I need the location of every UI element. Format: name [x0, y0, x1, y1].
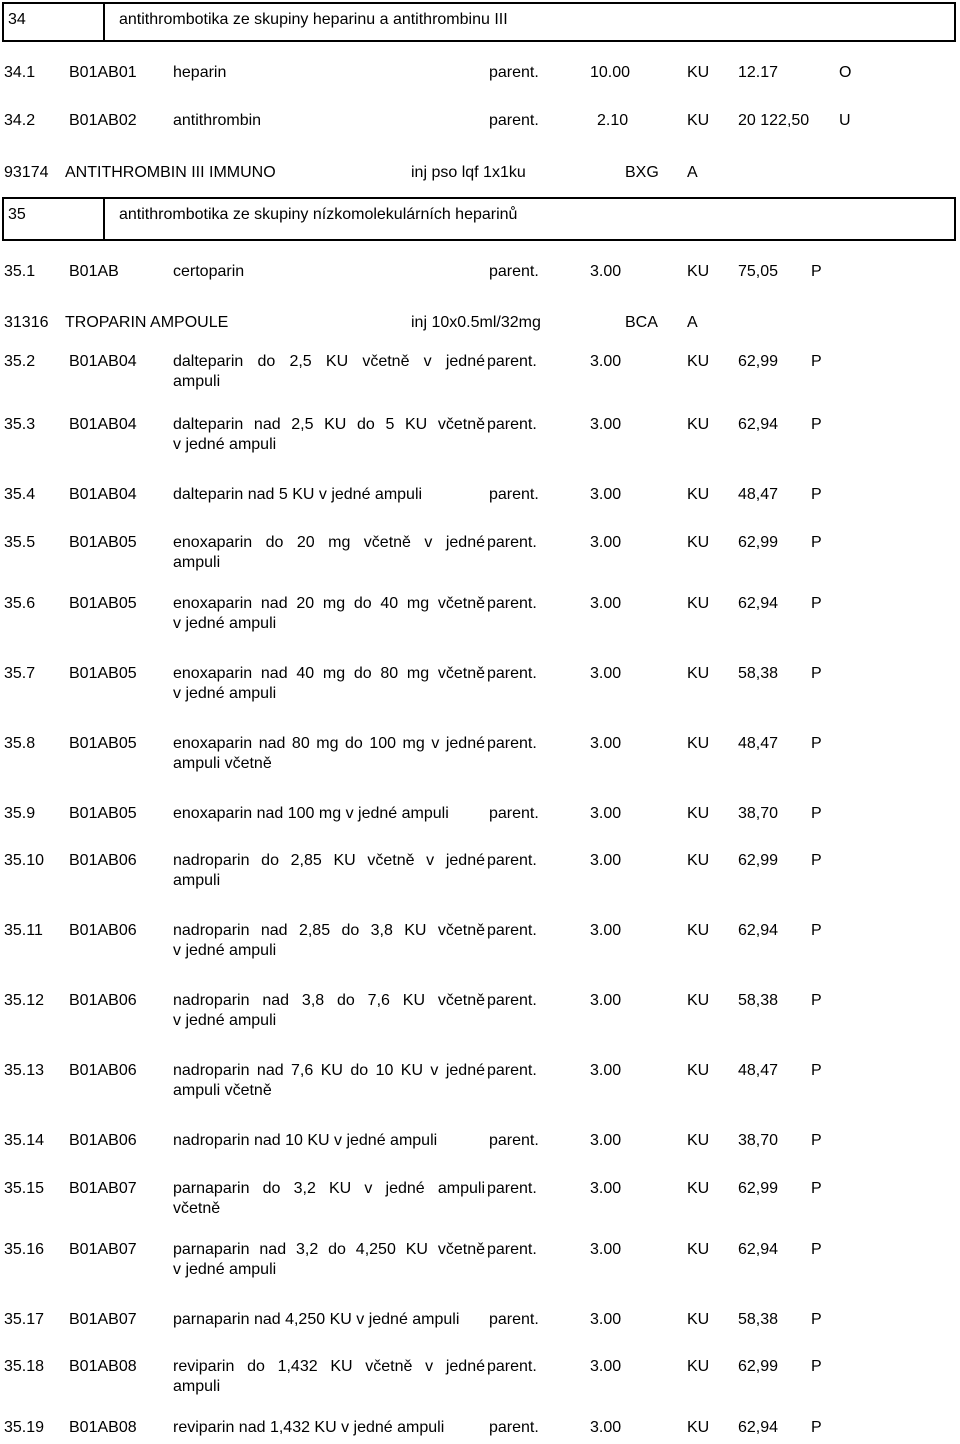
- ddd-value: 3.00: [590, 852, 622, 869]
- entry-id: 35.13: [4, 1062, 45, 1079]
- flag: P: [811, 416, 822, 433]
- flag: P: [811, 1419, 822, 1436]
- atc-code: B01AB07: [69, 1180, 137, 1197]
- entry-id: 35.8: [4, 735, 36, 752]
- entry-id: 34.2: [4, 112, 36, 129]
- unit: KU: [687, 1180, 710, 1197]
- group-title: antithrombotika ze skupiny heparinu a antithrombinu III: [119, 11, 508, 28]
- route: parent.: [489, 486, 539, 503]
- entry-description: nadroparin nad 10 KU v jedné ampuli: [173, 1132, 438, 1149]
- entry-description: dalteparin nad 2,5 KU do 5 KU včetně v jedné ampuli: [173, 416, 485, 453]
- ddd-value: 3.00: [590, 416, 622, 433]
- entry-id: 35.19: [4, 1419, 45, 1436]
- flag: P: [811, 353, 822, 370]
- atc-code: B01AB: [69, 263, 119, 280]
- flag: P: [811, 1180, 822, 1197]
- entry-id: 35.6: [4, 595, 36, 612]
- ddd-value: 3.00: [590, 1358, 622, 1375]
- flag: P: [811, 852, 822, 869]
- price: 62,99: [738, 852, 779, 869]
- entry-description: enoxaparin nad 40 mg do 80 mg včetně v jedné ampuli: [173, 665, 485, 702]
- flag: P: [811, 805, 822, 822]
- entry-description: heparin: [173, 64, 227, 81]
- route: parent.: [487, 353, 537, 370]
- group-header-34: [2, 2, 956, 42]
- route: parent.: [487, 665, 537, 682]
- entry-id: 35.15: [4, 1180, 45, 1197]
- price: 62,99: [738, 1358, 779, 1375]
- ddd-value: 2.10: [597, 112, 629, 129]
- unit: KU: [687, 922, 710, 939]
- price: 62,94: [738, 595, 779, 612]
- product-holder: BCA: [625, 314, 658, 331]
- price: 62,94: [738, 416, 779, 433]
- route: parent.: [487, 1358, 537, 1375]
- flag: P: [811, 534, 822, 551]
- route: parent.: [489, 1419, 539, 1436]
- price: 62,94: [738, 1241, 779, 1258]
- price: 58,38: [738, 992, 779, 1009]
- unit: KU: [687, 486, 710, 503]
- atc-code: B01AB04: [69, 486, 137, 503]
- atc-code: B01AB06: [69, 1062, 137, 1079]
- price: 12.17: [738, 64, 779, 81]
- entry-description: enoxaparin nad 100 mg v jedné ampuli: [173, 805, 449, 822]
- product-holder: BXG: [625, 164, 659, 181]
- unit: KU: [687, 1419, 710, 1436]
- atc-code: B01AB08: [69, 1419, 137, 1436]
- unit: KU: [687, 1358, 710, 1375]
- entry-id: 35.1: [4, 263, 36, 280]
- product-name: TROPARIN AMPOULE: [65, 314, 229, 331]
- flag: P: [811, 735, 822, 752]
- entry-id: 35.18: [4, 1358, 45, 1375]
- unit: KU: [687, 735, 710, 752]
- entry-id: 35.11: [4, 922, 43, 939]
- ddd-value: 3.00: [590, 263, 622, 280]
- price: 48,47: [738, 1062, 779, 1079]
- price: 62,94: [738, 922, 779, 939]
- route: parent.: [487, 735, 537, 752]
- unit: KU: [687, 1132, 710, 1149]
- atc-code: B01AB06: [69, 852, 137, 869]
- atc-code: B01AB07: [69, 1311, 137, 1328]
- entry-description: nadroparin do 2,85 KU včetně v jedné ampuli: [173, 852, 485, 889]
- price: 62,99: [738, 1180, 779, 1197]
- unit: KU: [687, 1062, 710, 1079]
- unit: KU: [687, 992, 710, 1009]
- entry-description: reviparin do 1,432 KU včetně v jedné ampuli: [173, 1358, 485, 1395]
- ddd-value: 3.00: [590, 735, 622, 752]
- route: parent.: [487, 992, 537, 1009]
- atc-code: B01AB05: [69, 534, 137, 551]
- ddd-value: 3.00: [590, 665, 622, 682]
- flag: P: [811, 1358, 822, 1375]
- ddd-value: 3.00: [590, 1241, 622, 1258]
- price: 62,99: [738, 353, 779, 370]
- ddd-value: 3.00: [590, 534, 622, 551]
- ddd-value: 3.00: [590, 1419, 622, 1436]
- price: 58,38: [738, 665, 779, 682]
- entry-id: 35.14: [4, 1132, 45, 1149]
- product-code: 31316: [4, 314, 49, 331]
- route: parent.: [487, 922, 537, 939]
- entry-id: 35.4: [4, 486, 36, 503]
- entry-description: reviparin nad 1,432 KU v jedné ampuli: [173, 1419, 445, 1436]
- ddd-value: 10.00: [590, 64, 631, 81]
- flag: P: [811, 665, 822, 682]
- ddd-value: 3.00: [590, 922, 622, 939]
- ddd-value: 3.00: [590, 992, 622, 1009]
- entry-id: 35.3: [4, 416, 36, 433]
- price: 38,70: [738, 1132, 779, 1149]
- atc-code: B01AB01: [69, 64, 137, 81]
- route: parent.: [489, 112, 539, 129]
- entry-description: enoxaparin do 20 mg včetně v jedné ampuli: [173, 534, 485, 571]
- unit: KU: [687, 1241, 710, 1258]
- entry-id: 35.9: [4, 805, 36, 822]
- unit: KU: [687, 852, 710, 869]
- entry-description: nadroparin nad 2,85 do 3,8 KU včetně v jedné ampuli: [173, 922, 485, 959]
- route: parent.: [487, 534, 537, 551]
- unit: KU: [687, 534, 710, 551]
- price: 62,94: [738, 1419, 779, 1436]
- group-title: antithrombotika ze skupiny nízkomolekulárních heparinů: [119, 206, 518, 223]
- route: parent.: [489, 263, 539, 280]
- route: parent.: [487, 1241, 537, 1258]
- flag: P: [811, 992, 822, 1009]
- product-form: inj pso lqf 1x1ku: [411, 164, 526, 181]
- entry-description: nadroparin nad 3,8 do 7,6 KU včetně v jedné ampuli: [173, 992, 485, 1029]
- entry-description: nadroparin nad 7,6 KU do 10 KU v jedné ampuli včetně: [173, 1062, 485, 1099]
- flag: P: [811, 595, 822, 612]
- ddd-value: 3.00: [590, 1062, 622, 1079]
- price: 58,38: [738, 1311, 779, 1328]
- price: 48,47: [738, 735, 779, 752]
- flag: P: [811, 1241, 822, 1258]
- ddd-value: 3.00: [590, 1180, 622, 1197]
- entry-description: parnaparin nad 3,2 do 4,250 KU včetně v jedné ampuli: [173, 1241, 485, 1278]
- unit: KU: [687, 1311, 710, 1328]
- entry-id: 35.10: [4, 852, 45, 869]
- ddd-value: 3.00: [590, 805, 622, 822]
- route: parent.: [487, 852, 537, 869]
- entry-description: parnaparin do 3,2 KU v jedné ampuli včetně: [173, 1180, 485, 1217]
- entry-id: 35.5: [4, 534, 36, 551]
- flag: O: [839, 64, 852, 81]
- entry-description: antithrombin: [173, 112, 262, 129]
- product-status: A: [687, 314, 698, 331]
- flag: P: [811, 486, 822, 503]
- flag: P: [811, 922, 822, 939]
- entry-id: 35.17: [4, 1311, 45, 1328]
- entry-description: enoxaparin nad 20 mg do 40 mg včetně v jedné ampuli: [173, 595, 485, 632]
- atc-code: B01AB05: [69, 665, 137, 682]
- atc-code: B01AB08: [69, 1358, 137, 1375]
- product-code: 93174: [4, 164, 49, 181]
- unit: KU: [687, 64, 710, 81]
- atc-code: B01AB06: [69, 992, 137, 1009]
- atc-code: B01AB05: [69, 805, 137, 822]
- route: parent.: [487, 1062, 537, 1079]
- unit: KU: [687, 805, 710, 822]
- ddd-value: 3.00: [590, 595, 622, 612]
- route: parent.: [487, 416, 537, 433]
- flag: P: [811, 1311, 822, 1328]
- entry-description: dalteparin do 2,5 KU včetně v jedné ampuli: [173, 353, 485, 390]
- ddd-value: 3.00: [590, 486, 622, 503]
- atc-code: B01AB04: [69, 416, 137, 433]
- entry-id: 35.7: [4, 665, 36, 682]
- entry-id: 34.1: [4, 64, 36, 81]
- unit: KU: [687, 416, 710, 433]
- atc-code: B01AB04: [69, 353, 137, 370]
- unit: KU: [687, 595, 710, 612]
- group-header-35: [2, 197, 956, 241]
- route: parent.: [489, 64, 539, 81]
- unit: KU: [687, 665, 710, 682]
- entry-id: 35.16: [4, 1241, 45, 1258]
- atc-code: B01AB02: [69, 112, 137, 129]
- ddd-value: 3.00: [590, 1311, 622, 1328]
- route: parent.: [489, 1132, 539, 1149]
- entry-description: enoxaparin nad 80 mg do 100 mg v jedné ampuli včetně: [173, 735, 485, 772]
- ddd-value: 3.00: [590, 1132, 622, 1149]
- flag: U: [839, 112, 851, 129]
- unit: KU: [687, 112, 710, 129]
- entry-id: 35.12: [4, 992, 45, 1009]
- entry-id: 35.2: [4, 353, 36, 370]
- product-status: A: [687, 164, 698, 181]
- ddd-value: 3.00: [590, 353, 622, 370]
- product-form: inj 10x0.5ml/32mg: [411, 314, 541, 331]
- price: 75,05: [738, 263, 779, 280]
- flag: P: [811, 1132, 822, 1149]
- atc-code: B01AB06: [69, 922, 137, 939]
- entry-description: parnaparin nad 4,250 KU v jedné ampuli: [173, 1311, 460, 1328]
- atc-code: B01AB05: [69, 735, 137, 752]
- route: parent.: [489, 1311, 539, 1328]
- atc-code: B01AB05: [69, 595, 137, 612]
- route: parent.: [489, 805, 539, 822]
- atc-code: B01AB07: [69, 1241, 137, 1258]
- flag: P: [811, 1062, 822, 1079]
- route: parent.: [487, 1180, 537, 1197]
- unit: KU: [687, 353, 710, 370]
- atc-code: B01AB06: [69, 1132, 137, 1149]
- route: parent.: [487, 595, 537, 612]
- flag: P: [811, 263, 822, 280]
- price: 38,70: [738, 805, 779, 822]
- entry-description: certoparin: [173, 263, 245, 280]
- entry-description: dalteparin nad 5 KU v jedné ampuli: [173, 486, 423, 503]
- price: 20 122,50: [738, 112, 810, 129]
- group-number: 35: [4, 199, 105, 239]
- unit: KU: [687, 263, 710, 280]
- price: 62,99: [738, 534, 779, 551]
- price: 48,47: [738, 486, 779, 503]
- product-name: ANTITHROMBIN III IMMUNO: [65, 164, 276, 181]
- group-number: 34: [4, 4, 105, 40]
